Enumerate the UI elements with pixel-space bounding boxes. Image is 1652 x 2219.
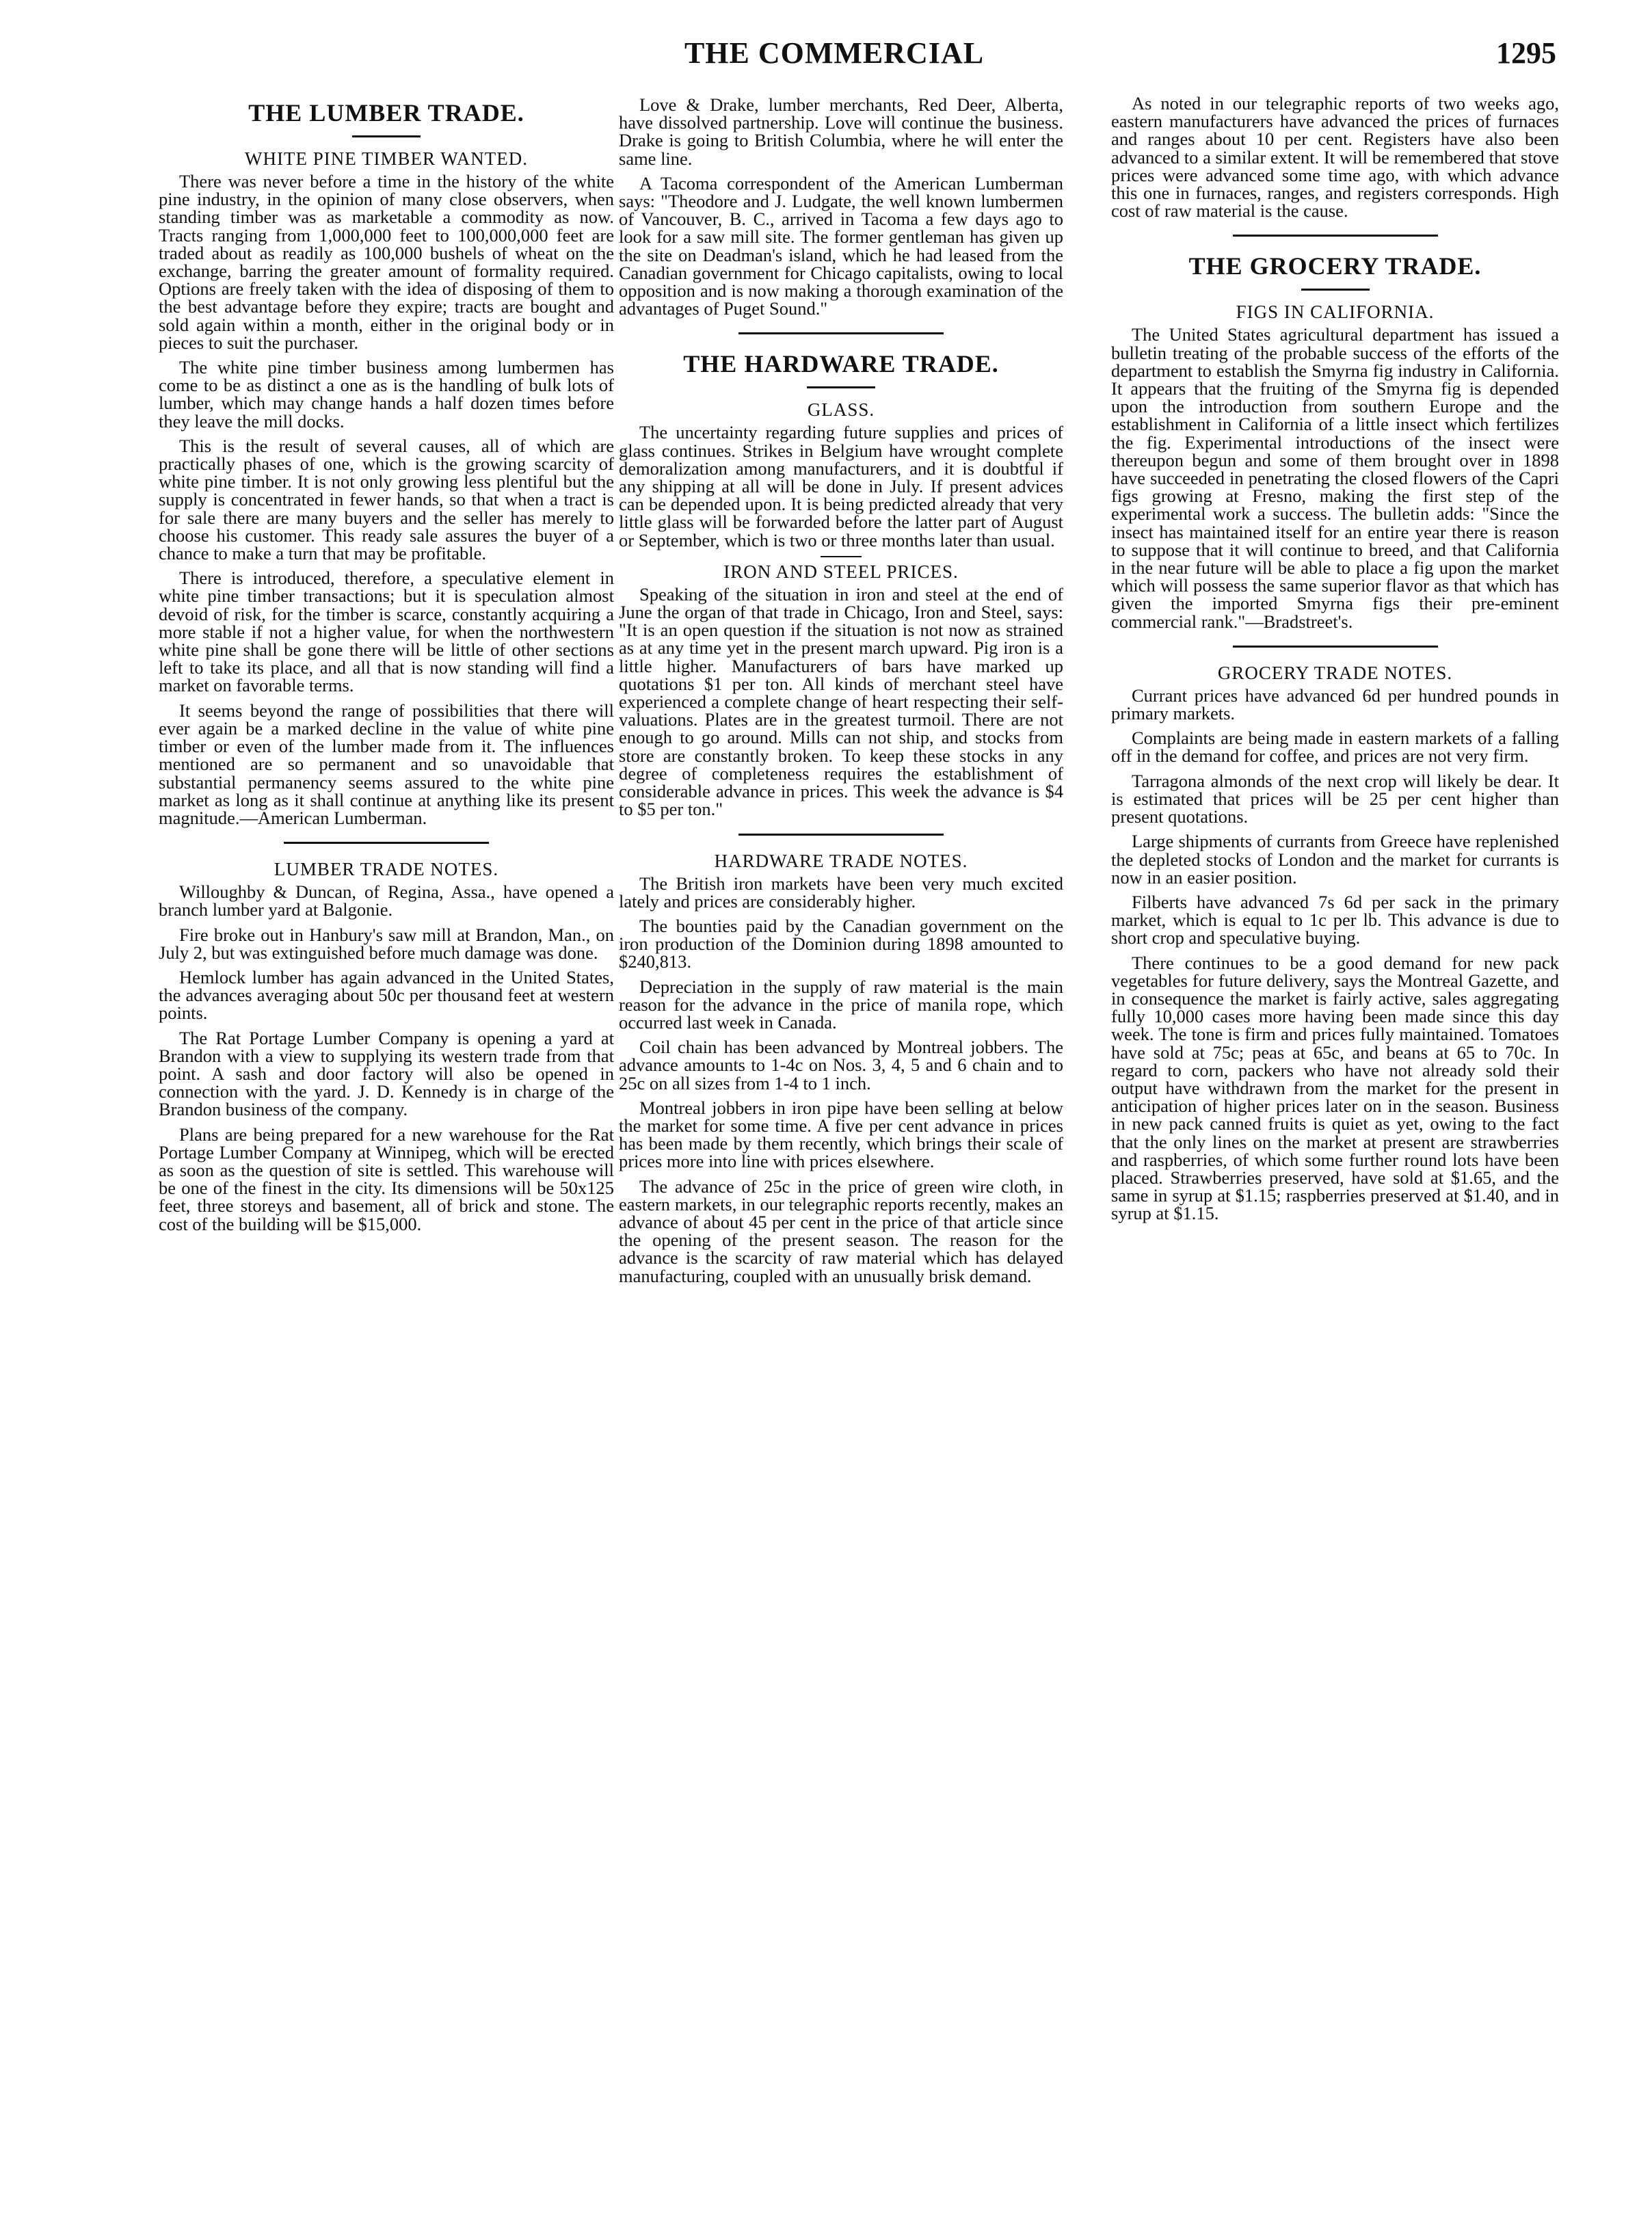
lumber-trade-title: THE LUMBER TRADE.: [248, 99, 524, 127]
lumber-notes-heading: LUMBER TRADE NOTES.: [274, 859, 499, 880]
news-note: The bounties paid by the Canadian government on the iron production of the Dominion during 1898 amounted to $240,813.: [619, 915, 1063, 972]
grocery-trade-title: THE GROCERY TRADE.: [1188, 252, 1482, 280]
section-divider: [1233, 646, 1438, 648]
article-paragraph: There was never before a time in the history of the white pine industry, in the opinion of many close observers, when standing timber was as marketable a commodity as now. Tracts ranging from 1,000,000 feet to 100,000,000 feet are traded about as readily as 100,000 bushels of wheat on the exchange, barring the greater amount of formality required. Options are freely taken with the idea of disposing of them to the best advantage before they expire; tracts are bought and sold again within a month, either in the original body or in pieces to suit the purchaser.: [159, 171, 614, 353]
divider: [1301, 289, 1370, 291]
section-divider: [738, 834, 944, 836]
section-divider: [284, 842, 489, 844]
news-note: A Tacoma correspondent of the American Lumberman says: "Theodore and J. Ludgate, the well known lumbermen of Vancouver, B. C., arrived in Tacoma a few days ago to look for a saw mill site. The former gentleman has given up the site on Deadman's island, which he had leased from the Canadian government for Chicago capitalists, owing to local opposition and is now making a thorough examination of the advantages of Puget Sound.": [619, 172, 1063, 319]
figs-heading: FIGS IN CALIFORNIA.: [1236, 302, 1435, 323]
article-paragraph: The uncertainty regarding future supplies and prices of glass continues. Strikes in Belgium have wrought complete demoralization among manufacturers, and it is doubtful if any shipping at all will be done in July. If present advices can be depended upon. It is being predicted already that very little glass will be forwarded before the latter part of August or September, which is two or three months later than usual.: [619, 422, 1063, 550]
divider: [352, 135, 421, 137]
news-note: Fire broke out in Hanbury's saw mill at Brandon, Man., on July 2, but was extinguished before much damage was done.: [159, 924, 614, 963]
news-note: Montreal jobbers in iron pipe have been selling at below the market for some time. A five per cent advance in prices has been made by them recently, which brings their scale of prices more into line with prices elsewhere.: [619, 1097, 1063, 1172]
news-note: Love & Drake, lumber merchants, Red Deer, Alberta, have dissolved partnership. Love will continue the business. Drake is going to British Columbia, where he will enter the same line.: [619, 96, 1063, 169]
hardware-trade-title: THE HARDWARE TRADE.: [683, 350, 999, 378]
news-note: Complaints are being made in eastern markets of a falling off in the demand for coffee, and prices are not very firm.: [1111, 728, 1559, 767]
hardware-notes-heading: HARDWARE TRADE NOTES.: [714, 850, 968, 871]
news-note: There continues to be a good demand for new pack vegetables for future delivery, says the Montreal Gazette, and in consequence the market is fairly active, sales aggregating fully 10,000 cases more having been made since this day week. The tone is firm and prices fully maintained. Tomatoes have sold at 75c; peas at 65c, and beans at 65 to 70c. In regard to corn, packers who have not already sold their output have withdrawn from the market for the present in anticipation of higher prices later on in the season. Business in new pack canned fruits is quiet as yet, owing to the fact that the only lines on the market at present are strawberries and raspberries, of which some further round lots have been placed. Strawberries preserved, have sold at $1.65, and the same in syrup at $1.15; raspberries preserved at $1.40, and in syrup at $1.15.: [1111, 952, 1559, 1224]
article-paragraph: There is introduced, therefore, a speculative element in white pine timber transactions; but it is speculation almost devoid of risk, for the timber is scarce, constantly acquiring a more stable if not a higher value, for when the northwestern white pine shall be gone there will be little of other sections left to take its place, and all that is now standing will find a market on favorable terms.: [159, 568, 614, 696]
divider: [807, 386, 875, 388]
news-note: The Rat Portage Lumber Company is opening a yard at Brandon with a view to supplying its western trade from that point. A sash and door factory will also be opened in connection with the yard. J. D. Kennedy is in charge of the Brandon business of the company.: [159, 1027, 614, 1120]
article-paragraph: Speaking of the situation in iron and steel at the end of June the organ of that trade in Chicago, Iron and Steel, says: "It is an open question if the situation is not now as strained as at any time yet in the present march upward. Pig iron is a little higher. Manufacturers of bars have marked up quotations $1 per ton. All kinds of merchant steel have experienced a complete change of heart respecting their self-valuations. Plates are in the greatest turmoil. There are not enough to go around. Mills can not ship, and stocks from store are constantly broken. To keep these stocks in any degree of completeness requires the establishment of considerable advance in prices. This week the advance is $4 to $5 per ton.": [619, 583, 1063, 820]
news-note: Filberts have advanced 7s 6d per sack in the primary market, which is equal to 1c per lb. This advance is due to short crop and speculative buying.: [1111, 891, 1559, 948]
article-paragraph: The United States agricultural department has issued a bulletin treating of the probable success of the efforts of the department to establish the Smyrna fig industry in California. It appears that the fruiting of the Smyrna fig is depended upon the introduction from southern Europe and the establishment in California of a little insect which fertilizes the fig. Experimental introductions of the insect were thereupon begun and some of them brought over in 1898 have succeeded in penetrating the closed flowers of the Capri figs growing at Fresno, making the first step of the experimental work a success. The bulletin adds: "Since the insect has maintained itself for an entire year there is reason to suppose that it will continue to breed, and that California in the near future will be able to place a fig upon the market which will possess the same superior flavor as that which has given the imported Smyrna figs their pre-eminent commercial rank."—Bradstreet's.: [1111, 324, 1559, 632]
column-left: [159, 94, 614, 2201]
news-note: Hemlock lumber has again advanced in the United States, the advances averaging about 50c per thousand feet at western points.: [159, 966, 614, 1024]
section-divider: [1233, 235, 1438, 237]
publication-title: THE COMMERCIAL: [684, 36, 985, 70]
news-note: Tarragona almonds of the next crop will likely be dear. It is estimated that prices will be 25 per cent higher than present quotations.: [1111, 770, 1559, 827]
article-paragraph: The white pine timber business among lumbermen has come to be as distinct a one as is the handling of bulk lots of lumber, which may change hands a half dozen times before they leave the mill docks.: [159, 357, 614, 431]
news-note: Plans are being prepared for a new warehouse for the Rat Portage Lumber Company at Winnipeg, which will be erected as soon as the question of site is settled. This warehouse will be one of the finest in the city. Its dimensions will be 50x125 feet, three storeys and basement, all of brick and stone. The cost of the building will be $15,000.: [159, 1124, 614, 1234]
news-note: Currant prices have advanced 6d per hundred pounds in primary markets.: [1111, 685, 1559, 724]
iron-steel-heading: IRON AND STEEL PRICES.: [723, 561, 959, 582]
article-paragraph: It seems beyond the range of possibilities that there will ever again be a marked decline in the value of white pine timber or even of the lumber made from it. The influences mentioned are so permanent and so unavoidable that substantial permanency seems assured to the white pine market as long as it shall continue at anything like its present magnitude.—American Lumberman.: [159, 700, 614, 828]
news-note: Willoughby & Duncan, of Regina, Assa., have opened a branch lumber yard at Balgonie.: [159, 881, 614, 920]
news-note: As noted in our telegraphic reports of two weeks ago, eastern manufacturers have advanced the prices of furnaces and ranges about 10 per cent. Registers have also been advanced to a similar extent. It will be remembered that stove prices were advanced some time ago, with which advance this one in furnaces, ranges, and registers corresponds. High cost of raw material is the cause.: [1111, 94, 1559, 222]
page-header: [0, 36, 1652, 77]
white-pine-heading: WHITE PINE TIMBER WANTED.: [245, 148, 528, 169]
page-number: 1295: [1496, 36, 1556, 70]
news-note: Large shipments of currants from Greece have replenished the depleted stocks of London and the market for currants is now in an easier position.: [1111, 831, 1559, 888]
divider: [821, 556, 862, 557]
news-note: The advance of 25c in the price of green wire cloth, in eastern markets, in our telegraphic reports recently, makes an advance of about 45 per cent in the price of that article since the opening of the present season. The reason for the advance is the scarcity of raw material which has delayed manufacturing, coupled with an unusually brisk demand.: [619, 1175, 1063, 1286]
column-right: [1111, 94, 1559, 2201]
section-divider: [738, 332, 944, 334]
news-note: Depreciation in the supply of raw material is the main reason for the advance in the price of manila rope, which occurred last week in Canada.: [619, 976, 1063, 1033]
grocery-notes-heading: GROCERY TRADE NOTES.: [1217, 662, 1453, 683]
glass-heading: GLASS.: [807, 399, 875, 421]
column-middle: [619, 96, 1063, 2202]
article-paragraph: This is the result of several causes, all of which are practically phases of one, which is the growing scarcity of white pine timber. It is not only growing less plentiful but the supply is concentrated in fewer hands, so that when a tract is for sale there are many buyers and the seller has merely to choose his customer. This ready sale assures the buyer of a chance to make a turn that may be profitable.: [159, 435, 614, 564]
news-note: Coil chain has been advanced by Montreal jobbers. The advance amounts to 1-4c on Nos. 3, 4, 5 and 6 chain and to 25c on all sizes from 1-4 to 1 inch.: [619, 1037, 1063, 1093]
news-note: The British iron markets have been very much excited lately and prices are considerably higher.: [619, 873, 1063, 912]
